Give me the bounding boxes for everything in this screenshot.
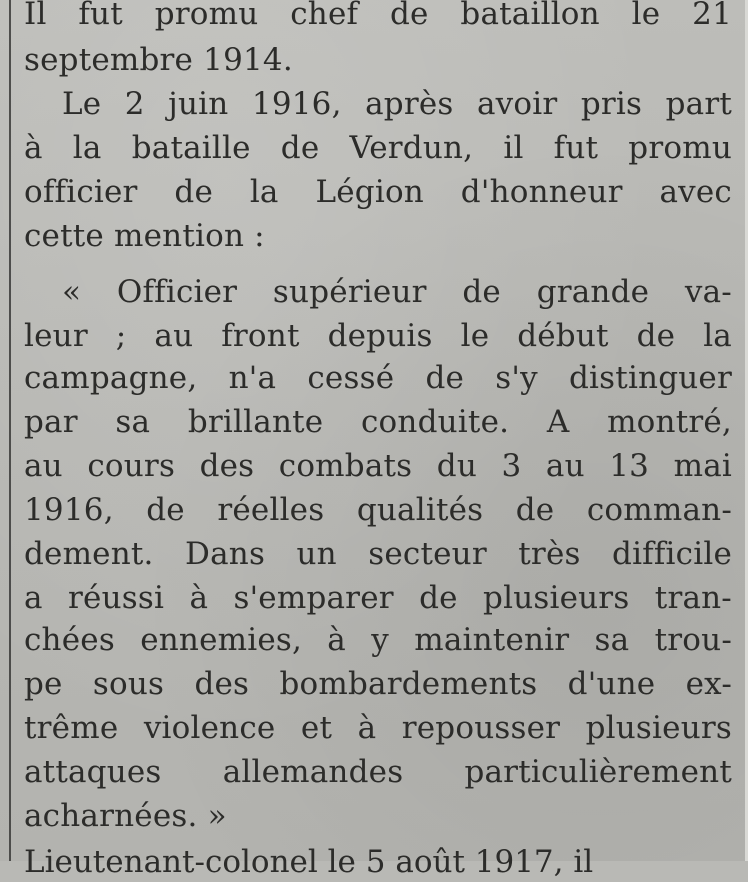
text-line: Il fut promu chef de bataillon le 21 <box>24 0 732 32</box>
text-line: au cours des combats du 3 au 13 mai <box>24 448 732 484</box>
cut-off-text-line: Lieutenant-colonel le 5 août 1917, il <box>24 844 594 880</box>
quote-end-line: acharnées. » <box>24 798 227 834</box>
text-line: à la bataille de Verdun, il fut promu <box>24 130 732 166</box>
text-line: dement. Dans un secteur très difficile <box>24 536 732 572</box>
text-line: a réussi à s'emparer de plusieurs tran- <box>24 580 732 616</box>
quote-start-line: « Officier supérieur de grande va- <box>62 274 732 310</box>
text-line: chées ennemies, à y maintenir sa trou- <box>24 622 732 658</box>
text-line: cette mention : <box>24 218 265 254</box>
text-line: 1916, de réelles qualités de comman- <box>24 492 732 528</box>
text-line: campagne, n'a cessé de s'y distinguer <box>24 360 732 396</box>
text-line: attaques allemandes particulièrement <box>24 754 732 790</box>
paragraph-start-line: Le 2 juin 1916, après avoir pris part <box>62 86 732 122</box>
text-line: trême violence et à repousser plusieurs <box>24 710 732 746</box>
text-line: pe sous des bombardements d'une ex- <box>24 666 732 702</box>
column-rule-left <box>9 0 11 861</box>
text-line: par sa brillante conduite. A montré, <box>24 404 732 440</box>
text-line: septembre 1914. <box>24 42 293 78</box>
text-line: officier de la Légion d'honneur avec <box>24 174 732 210</box>
text-line: leur ; au front depuis le début de la <box>24 318 732 354</box>
